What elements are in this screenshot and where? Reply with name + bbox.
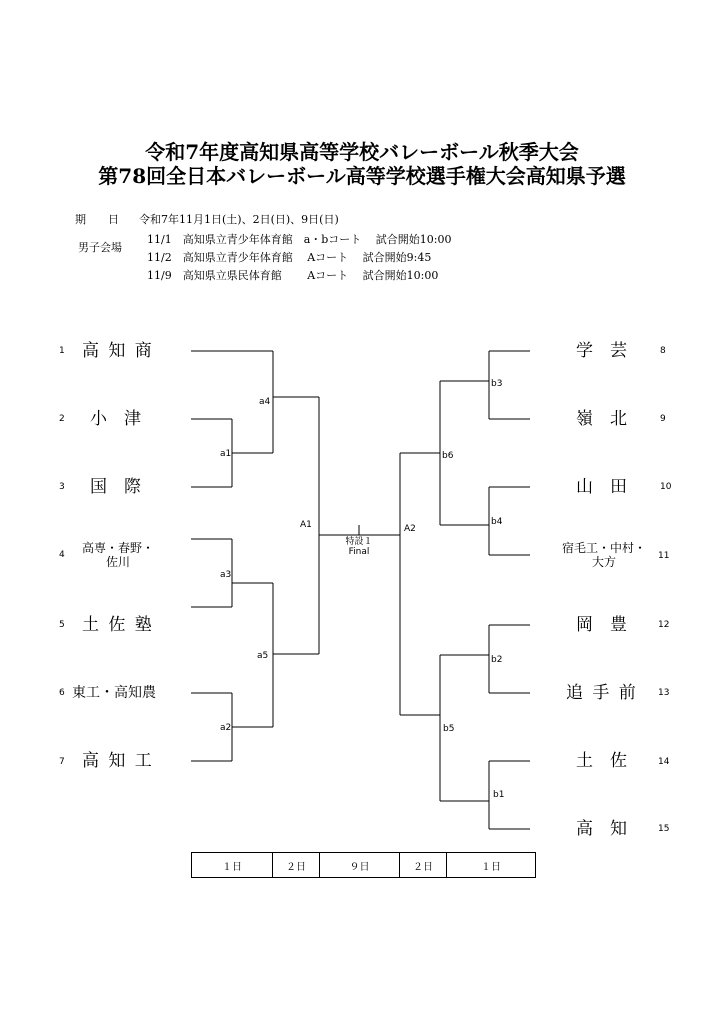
seed-number: 15 bbox=[658, 824, 670, 834]
seed-number: 6 bbox=[59, 688, 65, 698]
team-name: 宿毛工・中村・ 大方 bbox=[561, 541, 646, 569]
page-subtitle: 第78回全日本バレーボール高等学校選手権大会高知県予選 bbox=[98, 164, 626, 188]
venue-label: 男子会場 bbox=[78, 241, 122, 254]
match-label-b2: b2 bbox=[491, 655, 503, 665]
period-value: 令和7年11月1日(土)、2日(日)、9日(日) bbox=[139, 213, 339, 226]
day-cell: １日 bbox=[192, 853, 273, 878]
day-cell: ２日 bbox=[273, 853, 320, 878]
venue-line-3: 11/9 高知県立県民体育館 Aコート 試合開始10:00 bbox=[147, 269, 439, 282]
match-label-a2: a2 bbox=[220, 723, 232, 733]
seed-number: 5 bbox=[59, 620, 65, 630]
team-name: 学 芸 bbox=[576, 341, 627, 361]
final-label: Final bbox=[348, 547, 370, 557]
team-name: 国 際 bbox=[90, 477, 141, 497]
match-label-a3: a3 bbox=[220, 570, 232, 580]
seed-number: 4 bbox=[59, 550, 65, 560]
page-title: 令和7年度高知県高等学校バレーボール秋季大会 bbox=[145, 140, 579, 164]
seed-number: 13 bbox=[658, 688, 670, 698]
day-cell: ２日 bbox=[400, 853, 447, 878]
team-name: 高専・春野・ 佐川 bbox=[81, 541, 154, 569]
team-name: 土 佐 塾 bbox=[82, 615, 154, 635]
seed-number: 8 bbox=[660, 346, 666, 356]
match-label-a4: a4 bbox=[259, 397, 271, 407]
match-label-b3: b3 bbox=[491, 379, 503, 389]
match-label-a5: a5 bbox=[257, 651, 269, 661]
seed-number: 10 bbox=[660, 482, 672, 492]
match-label-b5: b5 bbox=[443, 724, 455, 734]
venue-line-1: 11/1 高知県立青少年体育館 a・bコート 試合開始10:00 bbox=[147, 233, 452, 246]
period-label: 期 日 bbox=[75, 213, 119, 226]
team-name: 高 知 bbox=[576, 819, 627, 839]
team-name: 岡 豊 bbox=[576, 615, 627, 635]
match-label-a1: a1 bbox=[220, 449, 232, 459]
match-label-b4: b4 bbox=[491, 517, 503, 527]
seed-number: 3 bbox=[59, 482, 65, 492]
team-name: 東工・高知農 bbox=[72, 685, 156, 701]
team-name: 嶺 北 bbox=[576, 409, 627, 429]
match-label-A2: A2 bbox=[404, 524, 416, 534]
day-cell: １日 bbox=[447, 853, 536, 878]
seed-number: 7 bbox=[59, 757, 65, 767]
team-name: 追 手 前 bbox=[566, 683, 638, 703]
seed-number: 1 bbox=[59, 346, 65, 356]
team-name: 高 知 工 bbox=[82, 751, 154, 771]
seed-number: 11 bbox=[658, 551, 670, 561]
final-venue: 特設１ bbox=[345, 537, 373, 547]
match-label-b6: b6 bbox=[442, 451, 454, 461]
day-schedule-row bbox=[191, 852, 536, 878]
team-name: 山 田 bbox=[576, 477, 627, 497]
venue-line-2: 11/2 高知県立青少年体育館 Aコート 試合開始9:45 bbox=[147, 251, 432, 264]
match-label-A1: A1 bbox=[300, 520, 312, 530]
team-name: 土 佐 bbox=[576, 751, 627, 771]
seed-number: 14 bbox=[658, 757, 670, 767]
day-cell: ９日 bbox=[320, 853, 400, 878]
match-label-b1: b1 bbox=[493, 790, 505, 800]
seed-number: 9 bbox=[660, 414, 666, 424]
seed-number: 2 bbox=[59, 414, 65, 424]
team-name: 小 津 bbox=[90, 409, 141, 429]
seed-number: 12 bbox=[658, 620, 670, 630]
team-name: 高 知 商 bbox=[82, 341, 154, 361]
